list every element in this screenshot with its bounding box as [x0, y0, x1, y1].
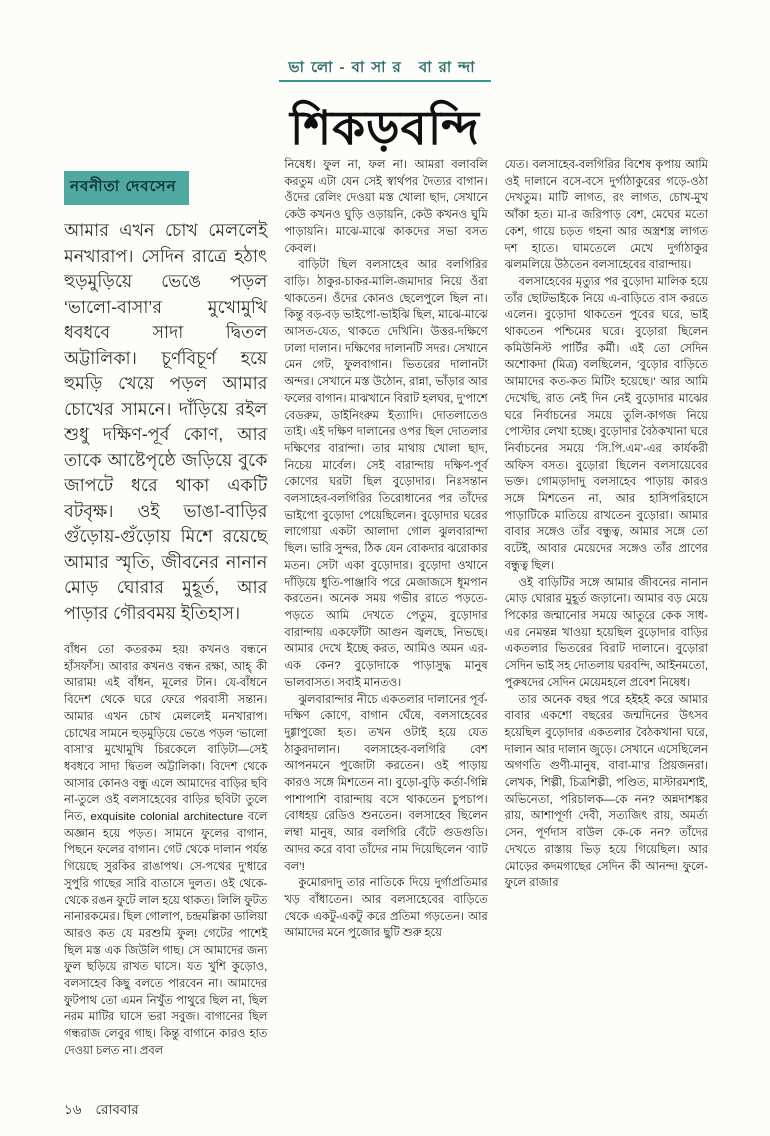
lead-paragraph: আমার এখন চোখ মেললেই মনখারাপ। সেদিন রাত্রে হঠাৎ হুড়মুড়িয়ে ভেঙে পড়ল ‘ভালো-বাসা’র মুখোমুখি ধবধবে সাদা দ্বিতল অট্টালিকা। চূর্ণবিচূর্ণ হয়ে হুমড়ি খেয়ে পড়ল আমার চোখের সামনে। দাঁড়িয়ে রইল শুধু দক্ষিণ-পূর্ব কোণ, আর তাকে আষ্টেপৃষ্ঠে জড়িয়ে বুকে জাপটে ধরে থাকা একটি বটবৃক্ষ। ওই ভাঙা-বাড়ির গুঁড়োয়-গুঁড়োয় মিশে রয়েছে আমার স্মৃতি, জীবনের নানান মোড় ঘোরার মুহূর্ত, আর পাড়ার গৌরবময় ইতিহাস। — [64, 220, 268, 623]
publication-name: রোববার — [95, 1102, 139, 1117]
article-columns — [64, 157, 708, 1105]
paragraph: নিষেধ। ফুল না, ফল না। আমরা বলাবলি করতুম এটা যেন সেই স্বার্থপর দৈত্যর বাগান। ওঁদের রেলিং দেওয়া মস্ত খোলা ছাদ, সেখানে কেউ কখনও ঘুড়ি ওড়ায়নি, কেউ কখনও ঘুমি পাড়ায়নি। মাঝে-মাঝে কাকদের সভা বসত কেবল। — [284, 159, 488, 255]
column-2-body — [284, 157, 487, 942]
page-number: ১৬ — [64, 1102, 82, 1117]
paragraph: ওই বাড়িটির সঙ্গে আমার জীবনের নানান মোড় ঘোরার মুহূর্ত জড়ানো। আমার বড় মেয়ে পিকোর জন্মানোর সময়ে আতুরে কেক সাধ-এর নেমন্তন্ন খাওয়া হয়েছিল বুড়োদার বাড়ির একতলার ভিতরের বিরাট দালানে। বুড়োরা সেদিন ভাই সহ দোতলায় ঘরবন্দি, আইনমতো, পুরুষদের সেদিন মেয়েমহলে প্রবেশ নিষেধ। — [504, 576, 708, 689]
section-kicker: ভালো-বাসার বারান্দা — [288, 59, 482, 76]
column-1-body — [64, 642, 267, 1060]
paragraph: ঝুলবারান্দার নীচে একতলার দালানের পূর্ব-দক্ষিণ কোণে, বাগান ঘেঁষে, বলসাহেবের দুগ্গাপুজো হত। তখন ওটাই হয়ে যেত ঠাকুরদালান। বলসাহেব-বলগিরি বেশ আপনমনে পুজোটা করতেন। ওই পাড়ায় কারও সঙ্গে মিশতেন না। বুড়ো-বুড়ি কর্তা-গিন্নি পাশাপাশি বারান্দায় বসে থাকতেন চুপচাপ। বোধহয় রেডিও শুনতেন। বলসাহেব ছিলেন লম্বা মানুষ, আর বলগিরি বেঁটে গুডগুডি। আদর করে বাবা তাঁদের নাম দিয়েছিলেন ‘ব্যাট বল’! — [284, 693, 488, 873]
paragraph: বলসাহেবের মৃত্যুর পর বুড়োদা মালিক হয়ে তাঁর ছোটভাইকে নিয়ে এ-বাড়িতে বাস করতে এলেন। বুড়োদা থাকতেন পুবের ঘরে, ভাই থাকতেন পশ্চিমের ঘরে। বুড়োরা ছিলেন কমিউনিস্ট পার্টির কর্মী। এই তো সেদিন অশোকদা (মিত্র) বলছিলেন, ‘বুড়োর বাড়িতে আমাদের কত-কত মিটিং হয়েছে।’ আর আমি দেখেছি, রাত নেই দিন নেই বুড়োদার মাঝের ঘরে নির্বাচনের সময়ে তুলি-কাগজ নিয়ে পোস্টার লেখা হচ্ছে। বুড়োদার বৈঠকখানা ঘরে নির্বাচনের সময়ে ‘সি.পি.এম’-এর কার্যকরী অফিস বসত। বুড়োরা ছিলেন বলসায়েবের ভক্ত। গোমড়াদাদু বলসাহেব পাড়ায় কারও সঙ্গে মিশতেন না, আর হাসিপরিহাসে পাড়াটিকে মাতিয়ে রাখতেন বুড়োরা। আমার বাবার সঙ্গেও তাঁর বন্ধুত্ব, আমার সঙ্গে তো বটেই, আবার মেয়েদের সঙ্গেও তাঁর প্রাণের বন্ধুত্ব ছিল। — [504, 275, 708, 572]
author-name: নবনীতা দেবসেন — [64, 171, 189, 205]
paragraph: বাড়িটা ছিল বলসাহেব আর বলগিরির বাড়ি। ঠাকুর-চাকর-মালি-জমাদার নিয়ে ওঁরা থাকতেন। ওঁদের কোনও ছেলেপুলে ছিল না। কিন্তু বড়-বড় ভাইপো-ভাইঝি ছিল, মাঝে-মাঝে আসত-যেত, থাকতে দেখিনি। উত্তর-দক্ষিণে ঢালা দালান। দক্ষিণের দালানটি সদর। সেখানে মেন গেট, ফুলবাগান। ভিতরের দালানটা অন্দর। সেখানে মস্ত উঠোন, রান্না, ভাঁড়ার আর ফলের বাগান। মাঝখানে বিরাট হলঘর, দু’পাশে বেডরুম, ডাইনিংরুম ইত্যাদি। দোতলাতেও তাই। এই দক্ষিণ দালানের ওপর ছিল দোতলার দক্ষিণের বারান্দা। তার মাথায় খোলা ছাদ, নিচেয় মার্বেল। সেই বারান্দায় দক্ষিণ-পূর্ব কোণের ঘরটা ছিল বুড়োদার। নিঃসন্তান বলসাহেব-বলগিরির তিরোধানের পর তাঁদের ভাইপো বুড়োদা পেয়েছিলেন। বুড়োদার ঘরের লাগোয়া একটা আলাদা গোল ঝুলবারান্দা ছিল। ভারি সুন্দর, ঠিক যেন বোকদার ঝরোকার মতন। সেটা একা বুড়োদার। বুড়োদা ওখানে দাঁড়িয়ে ধুতি-পাঞ্জাবি পরে মেজাজসে ধূমপান করতেন। অনেক সময় গভীর রাতে পড়তে-পড়তে আমি দেখতে পেতুম, বুড়োদার বারান্দায় একফোঁটা আগুন জ্বলছে, নিভছে। আমার দেখে ইচ্ছে করত, আমিও অমন এর-এক কেন? বুড়োদাকে পাড়াসুদ্ধ মানুষ ভালবাসত। সবাই মানতও। — [284, 259, 488, 689]
article-title: শিকড়বন্দি — [289, 101, 480, 154]
kicker-underline — [279, 80, 491, 82]
column-3 — [505, 157, 708, 1105]
column-3-body — [505, 157, 708, 892]
column-2 — [284, 157, 487, 1105]
paragraph: বাঁধন তো কতরকম হয়! কখনও বন্ধনে হাঁসফাঁস। আবার কখনও বন্ধন রক্ষা, আহ্ কী আরাম! এই বাঁধন, মূলের টান। যে-বাঁধনে বিদেশ থেকে ঘরে ফেরে পরবাসী সন্তান। আমার এখন চোখ মেললেই মনখারাপ। চোখের সামনে হুড়মুড়িয়ে ভেঙে পড়ল ‘ভালো বাসা’র মুখোমুখি চিরকেলে বাড়িটা—সেই ধবধবে সাদা দ্বিতল অট্টালিকা। বিদেশ থেকে আসার কোনও বন্ধু এলে আমাদের বাড়ির ছবি না-তুলে ওই বলসাহেবের বাড়ির ছবিটা তুলে নিত, exquisite colonial architecture বলে অজ্ঞান হয়ে পড়ত। সামনে ফুলের বাগান, পিছনে ফলের বাগান। গেট থেকে দালান পর্যন্ত গিয়েছে সুরকির রাঙাপথ। সে-পথের দু’ধারে সুপুরি গাছের সারি বাতাসে দুলত। ওই থেকে-থেকে রঙন ফুটে লাল হয়ে থাকত। লিলি ফুটত নানারকমের। ছিল গোলাপ, চন্দ্রমল্লিকা ডালিয়া আরও কত যে মরশুমি ফুল! গেটের পাশেই ছিল মস্ত এক জিউলি গাছ। সে আমাদের জন্য ফুল ছড়িয়ে রাখত ঘাসে। যত খুশি কুড়োও, বলসাহেব কিছু বলতে পারবেন না। আমাদের ফুটপাথ তো এমন নিখুঁত পাথুরে ছিল না, ছিল নরম মাটির ঘাসে ভরা সবুজ। বাগানের ছিল গন্ধরাজ লেবুর গাছ। কিন্তু বাগানে কারও হাত দেওয়া চলত না। প্রবল — [64, 644, 268, 1057]
paragraph: যেত। বলসাহেব-বলগিরির বিশেষ কৃপায় আমি ওই দালানে বসে-বসে দুর্গাঠাকুরের গড়ে-ওঠা দেখতুম। মাটি লাগত, রং লাগত, চোখ-মুখ আঁকা হত। মা-র জরিপাড় বেশ, মেঘের মতো কেশ, গায়ে চড়ত গহনা আর অস্ত্রশস্ত্র লাগত দশ হাতে। ঘামতেলে মেখে দুর্গাঠাকুর ঝলমলিয়ে উঠতেন বলসাহেবের বারান্দায়। — [504, 159, 708, 272]
page-footer — [64, 1099, 139, 1122]
paragraph: তার অনেক বছর পরে হইহই করে আমার বাবার একশো বছরের জন্মদিনের উৎসব হয়েছিল বুড়োদার একতলার বৈঠকখানা ঘরে, দালান আর দালান জুড়ে। সেখানে এসেছিলেন অগণতি গুণী-মানুষ, বাবা-মা’র প্রিয়জনরা। লেখক, শিল্পী, চিত্রশিল্পী, পণ্ডিত, মাস্টারমশাই, অভিনেতা, পরিচালক—কে নন? অন্নদাশঙ্কর রায়, আশাপূর্ণা দেবী, সত্যজিৎ রায়, অমর্ত্য সেন, পূর্ণদাস বাউল কে-কে নন? তাঁদের দেখতে রাস্তায় ভিড় হয়ে গিয়েছিল। আর মোড়ের কদমগাছের সেদিন কী আনন্দ! ফুলে-ফুলে রাজার — [504, 693, 708, 890]
column-1 — [64, 157, 267, 1105]
paragraph: কুমোরদাদু তার নাতিকে দিয়ে দুর্গাপ্রতিমার খড় বাঁধাতেন। আর বলসাহেবের বাড়িতে থেকে একটু-একটু করে প্রতিমা গড়তেন। আর আমাদের মনে পুজোর ছুটি শুরু হয়ে — [284, 877, 488, 940]
